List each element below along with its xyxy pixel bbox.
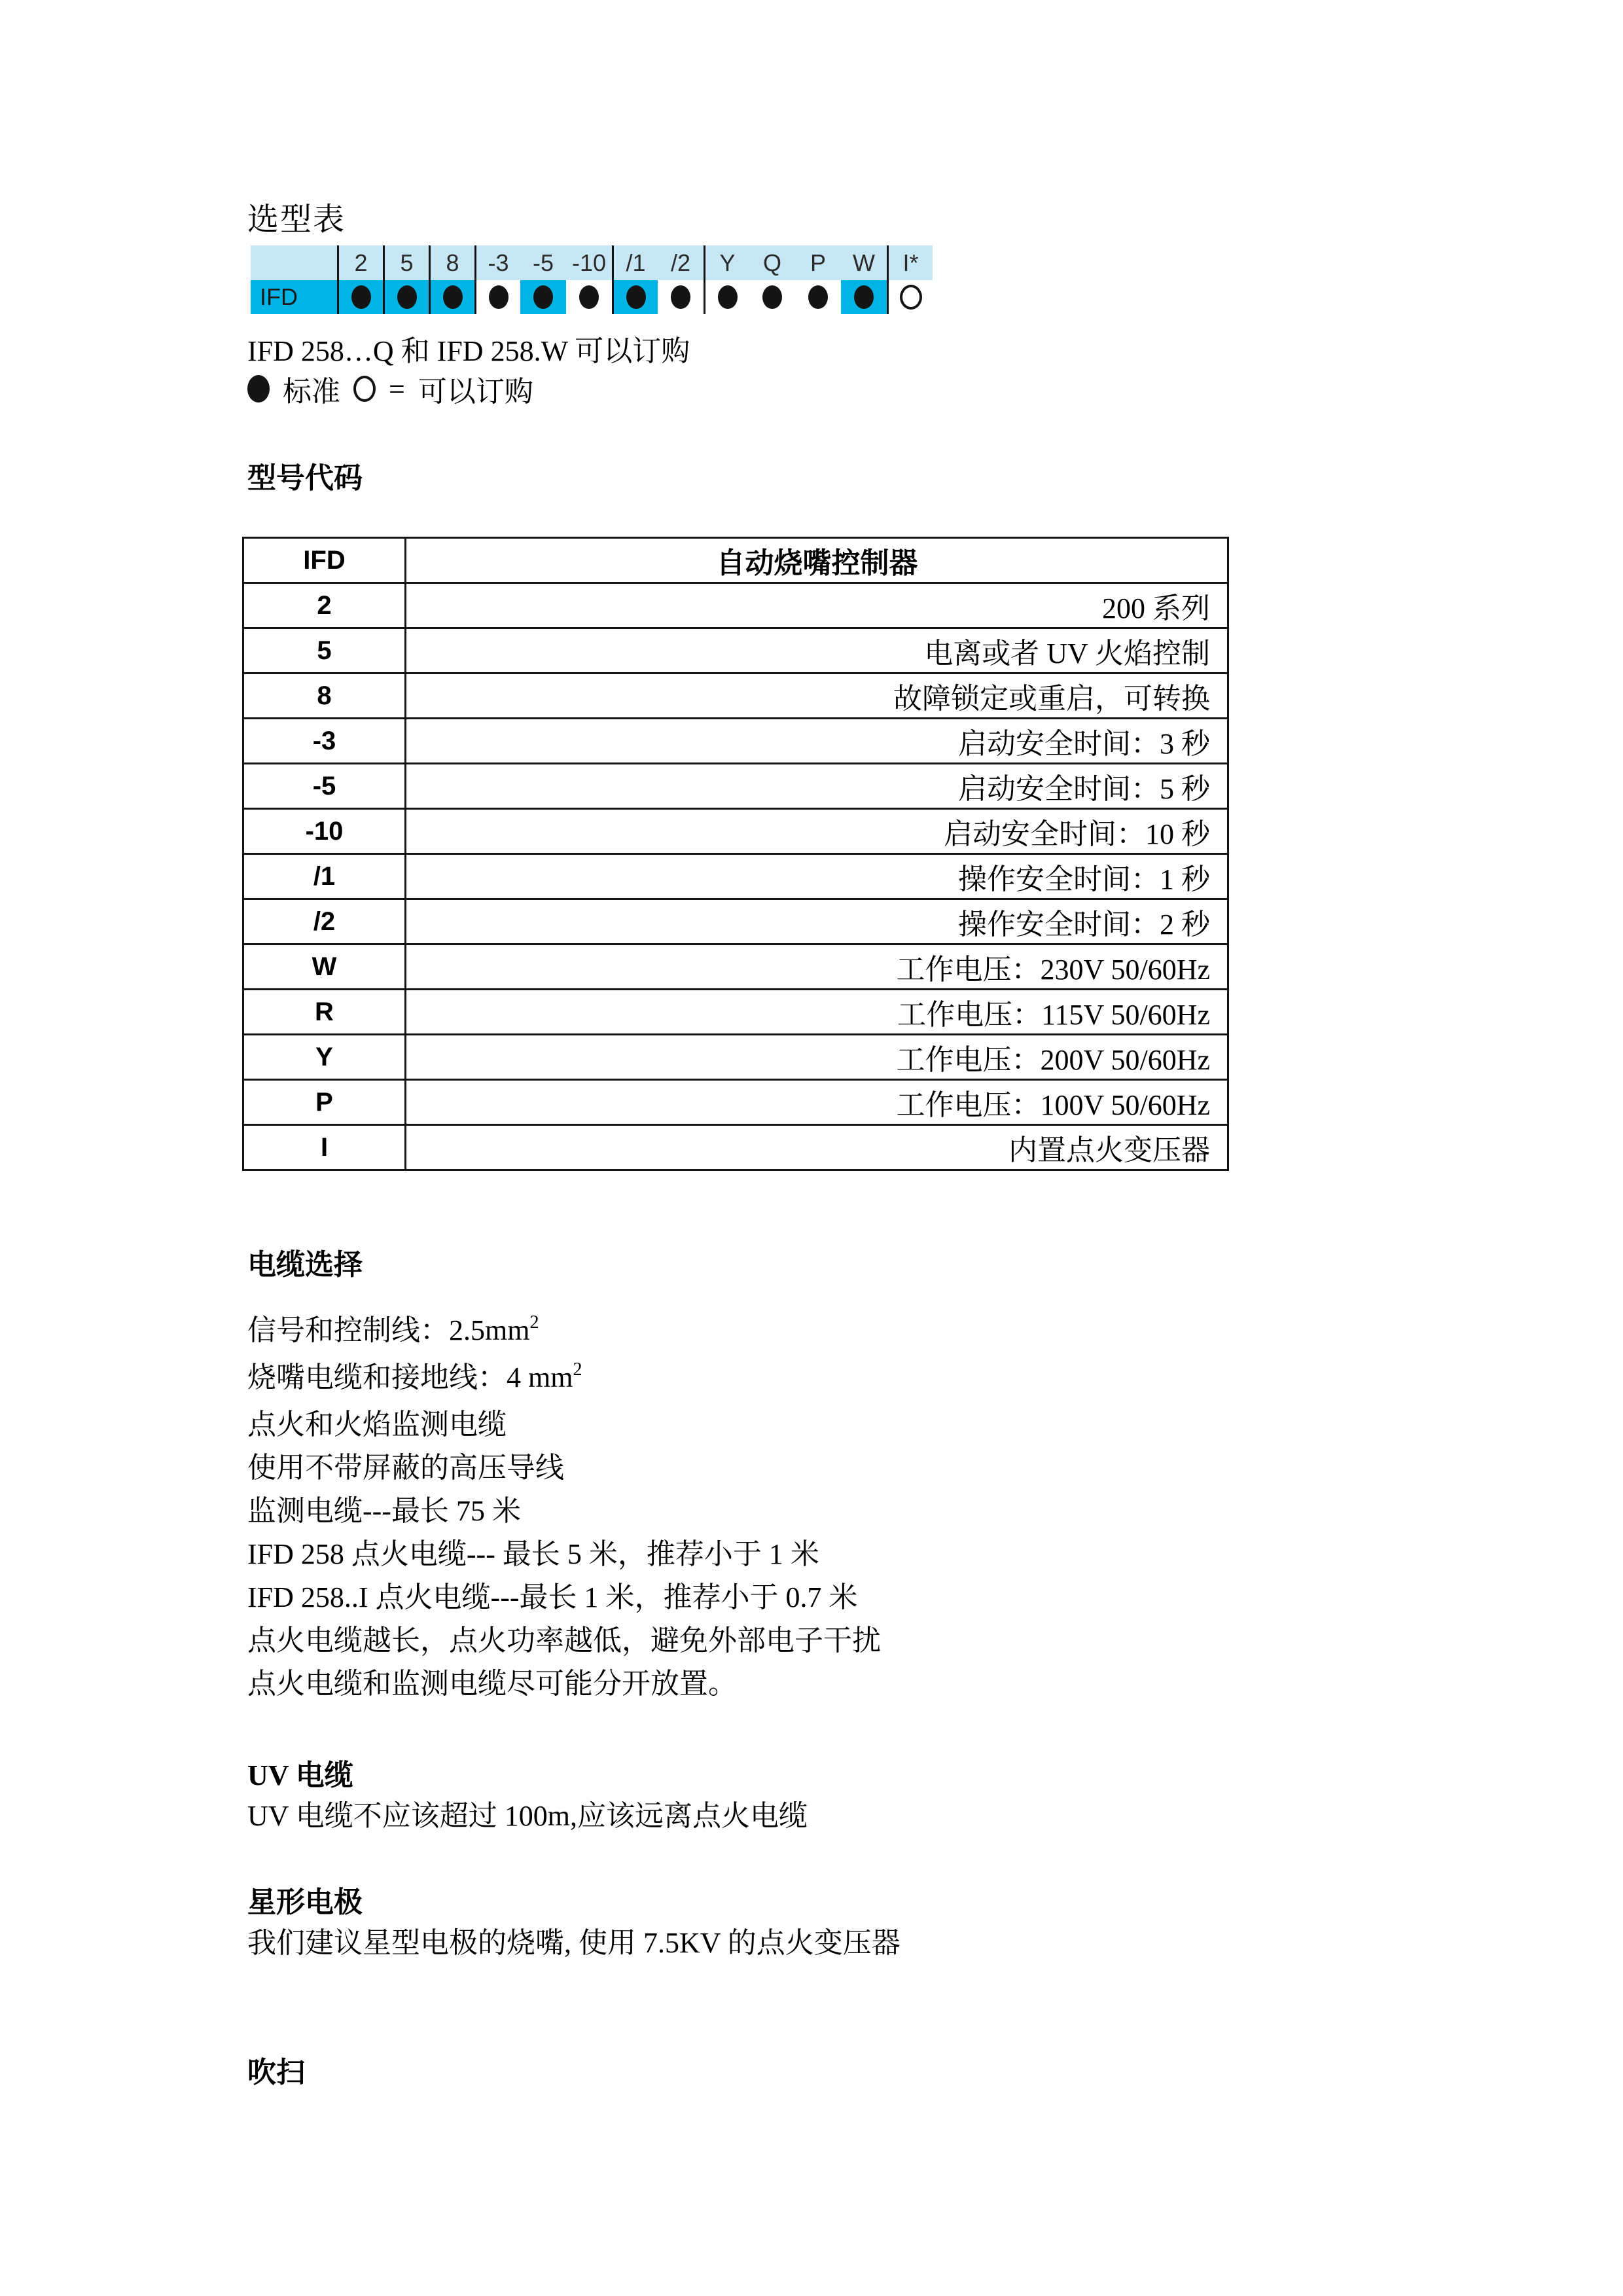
- matrix-label-header: [251, 245, 337, 280]
- matrix-column--3: [474, 245, 520, 314]
- filled-dot-icon: [762, 285, 782, 309]
- model-table-row: [243, 854, 1228, 899]
- model-code-cell: W: [243, 944, 406, 990]
- matrix-column-header: I*: [889, 245, 933, 280]
- filled-dot-icon: [626, 285, 646, 309]
- matrix-column-5: [383, 245, 429, 314]
- filled-dot-icon: [533, 285, 553, 309]
- matrix-column-header: -3: [476, 245, 520, 280]
- filled-dot-icon: [808, 285, 828, 309]
- model-code-cell: -3: [243, 719, 406, 764]
- model-table-row: [243, 583, 1228, 628]
- matrix-cell--3: [476, 280, 520, 314]
- matrix-column-2: [337, 245, 383, 314]
- matrix-cell-/2: [658, 280, 704, 314]
- matrix-cell-5: [385, 280, 429, 314]
- matrix-row-label-cell: [251, 280, 337, 314]
- model-description-cell: 200 系列: [406, 583, 1228, 628]
- matrix-column-header: Q: [749, 245, 795, 280]
- model-code-cell: I: [243, 1125, 406, 1170]
- matrix-column-header: -5: [520, 245, 566, 280]
- matrix-label-column: [251, 245, 337, 314]
- filled-dot-icon: [397, 285, 417, 309]
- model-code-cell: R: [243, 990, 406, 1035]
- model-code-cell: 5: [243, 628, 406, 673]
- cable-note-line: 点火和火焰监测电缆: [247, 1408, 507, 1441]
- model-code-cell: 2: [243, 583, 406, 628]
- cable-selection-heading: 电缆选择: [247, 1249, 363, 1281]
- cable-note-line: 监测电缆---最长 75 米: [247, 1495, 521, 1527]
- cable-note-line: IFD 258 点火电缆--- 最长 5 米，推荐小于 1 米: [247, 1538, 819, 1570]
- model-code-cell: P: [243, 1080, 406, 1125]
- matrix-column-8: [429, 245, 474, 314]
- cable-note-line: 点火电缆越长，点火功率越低，避免外部电子干扰: [247, 1624, 881, 1657]
- matrix-column-P: [795, 245, 841, 314]
- matrix-row-label: IFD: [260, 283, 298, 310]
- legend-orderable-label: 可以订购: [418, 376, 533, 408]
- model-table-row: [243, 809, 1228, 854]
- matrix-column-header: 2: [339, 245, 383, 280]
- matrix-column--10: [566, 245, 612, 314]
- model-table-row: [243, 990, 1228, 1035]
- uv-cable-heading: UV 电缆: [247, 1759, 353, 1791]
- matrix-column-header: -10: [566, 245, 612, 280]
- open-circle-icon: [900, 285, 922, 310]
- matrix-cell-Y: [705, 280, 749, 314]
- model-table-row: [243, 1035, 1228, 1080]
- matrix-column-header: 5: [385, 245, 429, 280]
- model-description-cell: 工作电压：115V 50/60Hz: [406, 990, 1228, 1035]
- filled-dot-icon: [489, 285, 508, 309]
- cable-note-line: 信号和控制线：$2.5mm^2$: [247, 1312, 539, 1346]
- matrix-cell-W: [841, 280, 887, 314]
- filled-dot-icon: [247, 375, 270, 403]
- model-table-row: [243, 899, 1228, 944]
- superscript: 2: [573, 1359, 582, 1380]
- matrix-cell-I*: [889, 280, 933, 314]
- model-description-cell: 故障锁定或重启，可转换: [406, 673, 1228, 719]
- legend-standard-label: 标准: [283, 376, 340, 408]
- order-note: IFD 258…Q 和 IFD 258.W 可以订购: [247, 335, 690, 367]
- model-code-cell: /1: [243, 854, 406, 899]
- model-code-cell: 8: [243, 673, 406, 719]
- model-header-code-cell: IFD: [243, 538, 406, 583]
- matrix-column-/1: [612, 245, 658, 314]
- matrix-column-header: /1: [614, 245, 658, 280]
- model-description-cell: 内置点火变压器: [406, 1125, 1228, 1170]
- matrix-column--5: [520, 245, 566, 314]
- cable-note-line: 使用不带屏蔽的高压导线: [247, 1452, 564, 1484]
- matrix-column-I*: [887, 245, 933, 314]
- matrix-column-header: 8: [431, 245, 474, 280]
- model-header-description-cell: 自动烧嘴控制器: [406, 538, 1228, 583]
- model-table-row: [243, 764, 1228, 809]
- matrix-cell-Q: [749, 280, 795, 314]
- matrix-column-header: Y: [705, 245, 749, 280]
- model-code-heading: 型号代码: [247, 462, 363, 494]
- matrix-column-header: /2: [658, 245, 704, 280]
- model-code-cell: -10: [243, 809, 406, 854]
- model-table-row: [243, 628, 1228, 673]
- matrix-column-Y: [704, 245, 749, 314]
- cable-note-line: 点火电缆和监测电缆尽可能分开放置。: [247, 1668, 737, 1700]
- matrix-column-W: [841, 245, 887, 314]
- star-electrode-heading: 星形电极: [247, 1886, 363, 1918]
- matrix-column-header: P: [795, 245, 841, 280]
- matrix-cell-/1: [614, 280, 658, 314]
- model-code-cell: -5: [243, 764, 406, 809]
- purge-heading: 吹扫: [247, 2056, 305, 2089]
- matrix-column-Q: [749, 245, 795, 314]
- filled-dot-icon: [579, 285, 599, 309]
- legend-equals-sign: =: [389, 372, 405, 405]
- matrix-cell-2: [339, 280, 383, 314]
- model-table-header-row: [243, 538, 1228, 583]
- matrix-cell-8: [431, 280, 474, 314]
- model-table-row: [243, 719, 1228, 764]
- matrix-cell--5: [520, 280, 566, 314]
- model-table-row: [243, 944, 1228, 990]
- model-description-cell: 工作电压：230V 50/60Hz: [406, 944, 1228, 990]
- model-code-cell: /2: [243, 899, 406, 944]
- cable-note-line: IFD 258..I 点火电缆---最长 1 米，推荐小于 0.7 米: [247, 1581, 858, 1613]
- cable-note-line: 烧嘴电缆和接地线：4 $mm^2$: [247, 1359, 582, 1393]
- model-code-table: [242, 537, 1229, 1171]
- model-description-cell: 工作电压：200V 50/60Hz: [406, 1035, 1228, 1080]
- filled-dot-icon: [443, 285, 463, 309]
- filled-dot-icon: [718, 285, 738, 309]
- matrix-cell--10: [566, 280, 612, 314]
- filled-dot-icon: [671, 285, 690, 309]
- model-description-cell: 操作安全时间：2 秒: [406, 899, 1228, 944]
- matrix-columns: [337, 245, 933, 314]
- model-code-cell: Y: [243, 1035, 406, 1080]
- matrix-column-header: W: [841, 245, 887, 280]
- filled-dot-icon: [351, 285, 371, 309]
- matrix-cell-P: [795, 280, 841, 314]
- superscript: 2: [529, 1312, 539, 1333]
- model-description-cell: 启动安全时间：3 秒: [406, 719, 1228, 764]
- model-description-cell: 启动安全时间：10 秒: [406, 809, 1228, 854]
- type-selection-matrix: [251, 245, 933, 314]
- filled-dot-icon: [854, 285, 874, 309]
- matrix-column-/2: [658, 245, 704, 314]
- model-description-cell: 工作电压：100V 50/60Hz: [406, 1080, 1228, 1125]
- cable-notes: [247, 1309, 881, 1706]
- model-description-cell: 电离或者 UV 火焰控制: [406, 628, 1228, 673]
- star-electrode-body: 我们建议星型电极的烧嘴, 使用 7.5KV 的点火变压器: [247, 1927, 901, 1959]
- model-table-row: [243, 1125, 1228, 1170]
- page-title: 选型表: [247, 202, 346, 237]
- open-circle-icon: [353, 376, 376, 402]
- model-description-cell: 操作安全时间：1 秒: [406, 854, 1228, 899]
- model-table-row: [243, 673, 1228, 719]
- model-description-cell: 启动安全时间：5 秒: [406, 764, 1228, 809]
- legend: [247, 368, 533, 410]
- uv-cable-body: UV 电缆不应该超过 100m,应该远离点火电缆: [247, 1800, 808, 1832]
- model-table-row: [243, 1080, 1228, 1125]
